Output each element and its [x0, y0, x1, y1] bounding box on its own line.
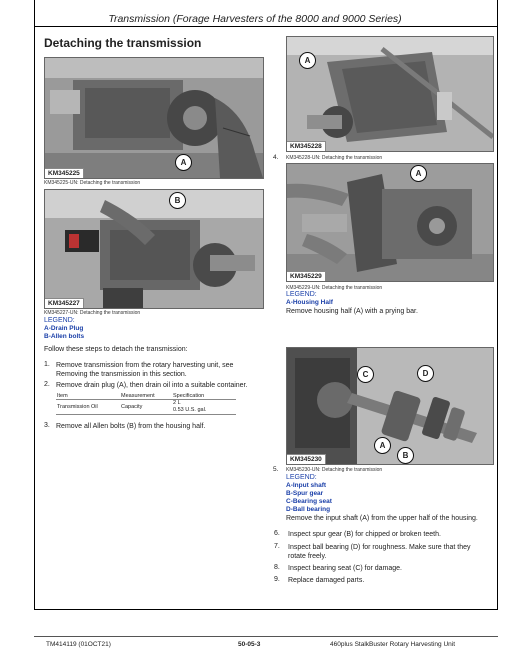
table-header: Specification: [173, 393, 205, 399]
legend-item: A-Input shaft: [286, 482, 327, 489]
table-cell: 2 L: [173, 400, 181, 406]
step-line: Remove transmission from the rotary harvesting unit, see: [56, 362, 234, 369]
footer-page-number: 50-05-3: [238, 641, 261, 648]
step-line: Remove drain plug (A), then drain oil into a suitable container.: [56, 382, 248, 389]
step-number: 6.: [274, 530, 280, 537]
step-number: 5.: [273, 466, 279, 473]
callout-d: D: [417, 365, 434, 382]
footer-product-name: 460plus StalkBuster Rotary Harvesting Unit: [330, 641, 456, 648]
left-border: [34, 0, 35, 610]
step-line: Inspect bearing seat (C) for damage.: [288, 565, 403, 572]
legend-item: D-Ball bearing: [286, 506, 331, 513]
step-number: 9.: [274, 576, 280, 583]
legend-title: LEGEND:: [286, 474, 317, 481]
bottom-rule: [34, 609, 498, 610]
instruction-text: Remove housing half (A) with a prying bar.: [286, 308, 418, 315]
table-cell: Capacity: [121, 404, 143, 410]
step-line: rotate freely.: [288, 553, 327, 560]
callout-c: C: [357, 366, 374, 383]
step-number: 8.: [274, 564, 280, 571]
table-header: Measurement: [121, 393, 155, 399]
legend-item: C-Bearing seat: [286, 498, 332, 505]
callout-a: A: [299, 52, 316, 69]
table-rule: [56, 399, 236, 400]
figure-id: KM345228: [287, 141, 326, 151]
callout-b: B: [397, 447, 414, 464]
step-number: 4.: [273, 154, 279, 161]
intro-text: Follow these steps to detach the transmission:: [44, 346, 188, 353]
instruction-text: Remove the input shaft (A) from the upper half of the housing.: [286, 515, 478, 522]
transmission-photo-2: [45, 190, 263, 308]
figure-id: KM345229: [287, 271, 326, 281]
step-line: Removing the transmission in this section.: [56, 371, 187, 378]
figure-km345225: [44, 57, 264, 179]
figure-caption: KM345230-UN: Detaching the transmission: [286, 467, 383, 473]
step-line: Inspect ball bearing (D) for roughness. Make sure that they: [288, 544, 471, 551]
figure-caption: KM345227-UN: Detaching the transmission: [44, 310, 141, 316]
legend-title: LEGEND:: [286, 291, 317, 298]
legend-item: B-Allen bolts: [44, 333, 85, 340]
step-line: Inspect spur gear (B) for chipped or broken teeth.: [288, 531, 441, 538]
callout-a: A: [175, 154, 192, 171]
figure-id: KM345227: [45, 298, 84, 308]
legend-title: LEGEND:: [44, 317, 75, 324]
callout-b: B: [169, 192, 186, 209]
right-border: [497, 0, 498, 610]
figure-km345229: [286, 163, 494, 282]
table-header: Item: [57, 393, 68, 399]
transmission-photo-1: [45, 58, 263, 178]
figure-id: KM345230: [287, 454, 326, 464]
transmission-photo-3: [287, 37, 493, 151]
section-title: Detaching the transmission: [44, 36, 202, 50]
figure-caption: KM345229-UN: Detaching the transmission: [286, 285, 383, 291]
callout-a: A: [410, 165, 427, 182]
figure-caption: KM345225-UN: Detaching the transmission: [44, 180, 141, 186]
figure-km345228: [286, 36, 494, 152]
step-line: Replace damaged parts.: [288, 577, 365, 584]
step-number: 1.: [44, 361, 50, 368]
header-rule: [34, 26, 498, 27]
figure-caption: KM345228-UN: Detaching the transmission: [286, 155, 383, 161]
step-line: Remove all Allen bolts (B) from the housing half.: [56, 423, 206, 430]
step-number: 3.: [44, 422, 50, 429]
callout-a: A: [374, 437, 391, 454]
table-cell: Transmission Oil: [57, 404, 98, 410]
legend-item: B-Spur gear: [286, 490, 324, 497]
footer-doc-id: TM414119 (01OCT21): [46, 641, 111, 648]
footer-rule: [34, 636, 498, 637]
figure-id: KM345225: [45, 168, 84, 178]
legend-item: A-Housing Half: [286, 299, 333, 306]
figure-km345227: [44, 189, 264, 309]
transmission-photo-4: [287, 164, 493, 281]
table-rule: [56, 414, 236, 415]
step-number: 7.: [274, 543, 280, 550]
step-number: 2.: [44, 381, 50, 388]
page-header-title: Transmission (Forage Harvesters of the 8000 and 9000 Series): [108, 13, 402, 25]
legend-item: A-Drain Plug: [44, 325, 84, 332]
table-cell: 0.53 U.S. gal.: [173, 407, 207, 413]
